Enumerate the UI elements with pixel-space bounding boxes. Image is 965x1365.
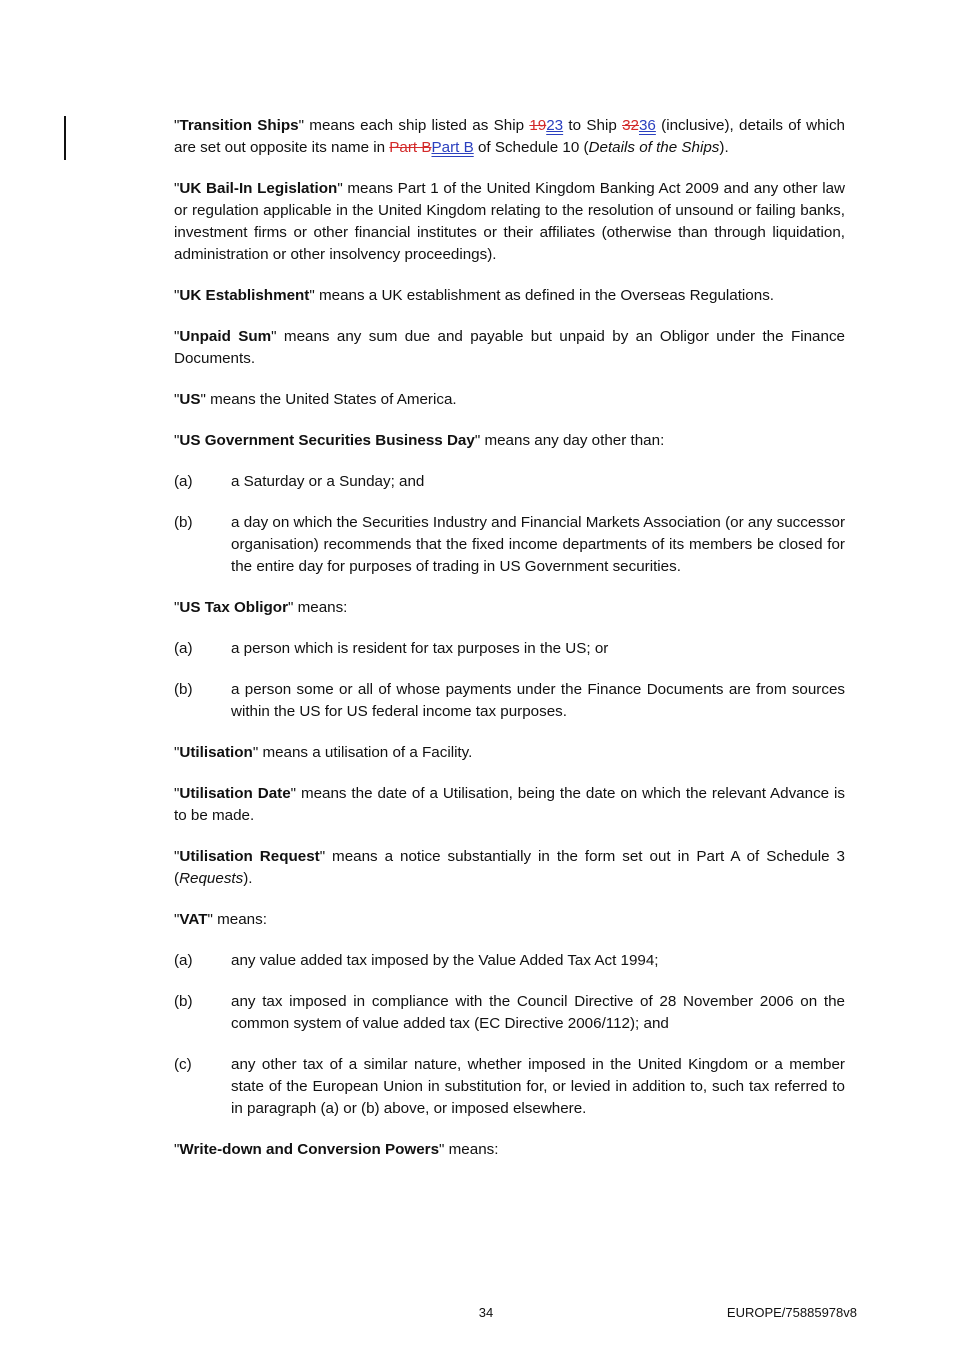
list-item: (b) any tax imposed in compliance with the Council Directive of 28 November 2006 on the common system of value added tax (EC Directive 2006/112); and: [174, 993, 845, 1032]
deleted-text: 32: [622, 117, 639, 134]
term-utilisation-date: Utilisation Date: [179, 785, 291, 802]
document-reference: EUROPE/75885978v8: [726, 1305, 857, 1320]
list-item: (b) a person some or all of whose payments under the Finance Documents are from sources within the US for US federal income tax purposes.: [174, 681, 845, 720]
definition-vat: "VAT" means:: [174, 911, 267, 928]
term-vat: VAT: [179, 911, 208, 928]
list-item: (a) any value added tax imposed by the Value Added Tax Act 1994;: [174, 952, 659, 969]
deleted-text: Part B: [389, 139, 432, 156]
deleted-text: 19: [529, 117, 547, 134]
term-us: US: [179, 391, 201, 408]
definition-utilisation: "Utilisation" means a utilisation of a Facility.: [174, 744, 473, 761]
definition-us: "US" means the United States of America.: [174, 391, 457, 408]
page-number: 34: [478, 1305, 494, 1320]
definition-uk-establishment: "UK Establishment" means a UK establishment as defined in the Overseas Regulations.: [174, 287, 775, 304]
definition-utilisation-request: "Utilisation Request" means a notice substantially in the form set out in Part A of Schedule 3 (Requests).: [174, 848, 845, 887]
term-uk-establishment: UK Establishment: [179, 287, 310, 304]
term-us-tax-obligor: US Tax Obligor: [179, 599, 288, 616]
list-item: (a) a person which is resident for tax purposes in the US; or: [174, 640, 609, 657]
definition-uk-bail-in-legislation: "UK Bail-In Legislation" means Part 1 of the United Kingdom Banking Act 2009 and any other law or regulation applicable in the United Kingdom relating to the resolution of unsound or failing banks, investment firms or other financial institutes or their affiliates (otherwise than through liquidation, administration or other insolvency proceedings).: [174, 180, 845, 263]
inserted-text: 23: [546, 117, 564, 134]
term-utilisation-request: Utilisation Request: [179, 848, 320, 865]
revision-change-bar: [64, 116, 66, 160]
inserted-text: Part B: [431, 139, 474, 156]
definition-utilisation-date: "Utilisation Date" means the date of a Utilisation, being the date on which the relevant Advance is to be made.: [174, 785, 845, 824]
definition-unpaid-sum: "Unpaid Sum" means any sum due and payable but unpaid by an Obligor under the Finance Documents.: [174, 328, 845, 367]
list-item: (a) a Saturday or a Sunday; and: [174, 473, 425, 490]
definition-transition-ships: "Transition Ships" means each ship listed as Ship 1923 to Ship 3236 (inclusive), details of which are set out opposite its name in Part BPart B of Schedule 10 (Details of the Ships).: [174, 117, 846, 156]
inserted-text: 36: [638, 117, 656, 134]
list-item: (b) a day on which the Securities Industry and Financial Markets Association (or any successor organisation) recommends that the fixed income departments of its members be closed for the entire day for purposes of trading in US Government securities.: [174, 514, 845, 575]
term-us-government-securities-business-day: US Government Securities Business Day: [179, 432, 475, 449]
term-utilisation: Utilisation: [179, 744, 253, 761]
definition-us-tax-obligor: "US Tax Obligor" means:: [174, 599, 348, 616]
definition-write-down-and-conversion-powers: "Write-down and Conversion Powers" means:: [174, 1141, 499, 1158]
term-uk-bail-in-legislation: UK Bail-In Legislation: [179, 180, 338, 197]
list-item: (c) any other tax of a similar nature, whether imposed in the United Kingdom or a member state of the European Union in substitution for, or levied in addition to, such tax referred to in paragraph (a) or (b) above, or imposed elsewhere.: [174, 1056, 845, 1117]
term-transition-ships: Transition Ships: [179, 117, 299, 134]
term-write-down-and-conversion-powers: Write-down and Conversion Powers: [179, 1141, 440, 1158]
document-body: [174, 115, 845, 1180]
term-unpaid-sum: Unpaid Sum: [179, 328, 272, 345]
definition-us-government-securities-business-day: "US Government Securities Business Day" means any day other than:: [174, 432, 665, 449]
